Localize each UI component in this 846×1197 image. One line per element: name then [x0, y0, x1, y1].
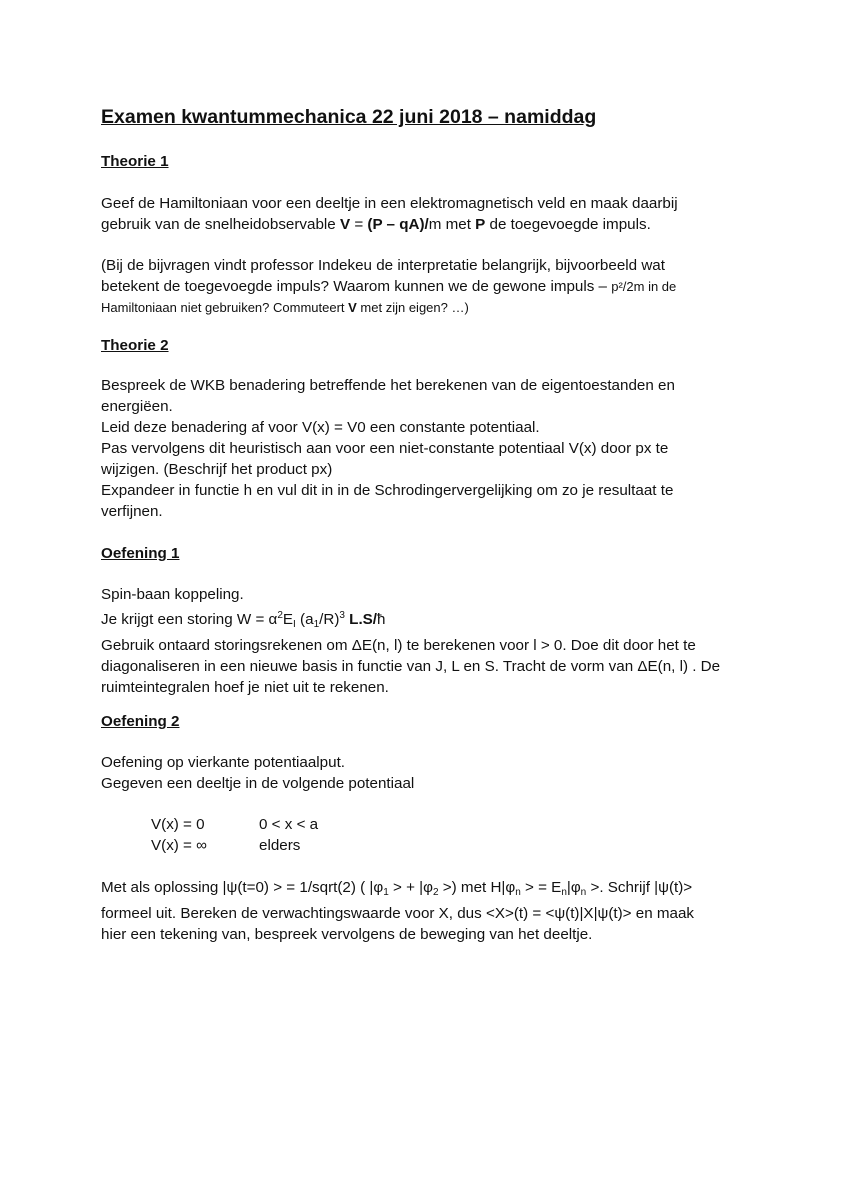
potential-domain: 0 < x < a: [259, 816, 319, 833]
subscript: n: [580, 887, 587, 898]
text-line: ruimteintegralen hoef je niet uit te rekenen.: [101, 679, 389, 696]
text-run: > + |φ: [388, 879, 433, 896]
heading-theorie-1: Theorie 1: [101, 153, 169, 170]
text-line: Leid deze benadering af voor V(x) = V0 een constante potentiaal.: [101, 419, 540, 436]
velocity-symbol: V: [339, 216, 351, 233]
theorie-1-paragraph-2: [101, 255, 751, 318]
subscript: 2: [432, 887, 439, 898]
text-run: m met: [428, 216, 476, 233]
text-line: formeel uit. Bereken de verwachtingswaarde voor X, dus <X>(t) = <ψ(t)|X|ψ(t)> en maak: [101, 905, 695, 922]
velocity-expression: (P – qA)/: [367, 216, 429, 233]
text-line: Expandeer in functie h en vul dit in in de Schrodingervergelijking om zo je resultaat te: [101, 482, 674, 499]
text-line: verfijnen.: [101, 503, 163, 520]
text-line: (Bij de bijvragen vindt professor Indekeu de interpretatie belangrijk, bijvoorbeeld wat: [101, 257, 665, 274]
text-run: Hamiltoniaan niet gebruiken? Commuteert: [101, 300, 349, 315]
velocity-symbol: V: [348, 300, 357, 315]
spin-orbit-operator: L.S/: [349, 611, 378, 628]
text-line: [101, 214, 751, 235]
oefening-1-paragraph: [101, 584, 751, 698]
potential-domain: elders: [259, 837, 301, 854]
potential-value: V(x) = ∞: [151, 837, 207, 854]
text-run: >. Schrijf |ψ(t)>: [586, 879, 693, 896]
text-line: hier een tekening van, bespreek vervolgens de beweging van het deeltje.: [101, 926, 593, 943]
text-run: Met als oplossing |ψ(t=0) > = 1/sqrt(2) ( |φ: [101, 879, 384, 896]
text-line: [101, 297, 751, 318]
text-run: Je krijgt een storing W = α: [101, 611, 278, 628]
heading-oefening-2: Oefening 2: [101, 713, 180, 730]
text-line: [101, 877, 751, 903]
subscript: 1: [313, 619, 320, 630]
text-run: de toegevoegde impuls.: [485, 216, 651, 233]
oefening-2-intro: [101, 752, 751, 794]
text-run: (a: [295, 611, 314, 628]
text-line: diagonaliseren in een nieuwe basis in functie van J, L en S. Tracht de vorm van ΔE(n, l) . De: [101, 658, 721, 675]
momentum-symbol: P: [475, 216, 486, 233]
potential-row: [151, 835, 801, 856]
text-line: Gegeven een deeltje in de volgende potentiaal: [101, 775, 415, 792]
subscript: n: [515, 887, 521, 898]
text-run: =: [350, 216, 368, 233]
heading-oefening-1: Oefening 1: [101, 545, 180, 562]
text-run: |φ: [566, 879, 581, 896]
potential-row: [151, 814, 801, 835]
text-line: Oefening op vierkante potentiaalput.: [101, 754, 346, 771]
text-run: /R): [319, 611, 340, 628]
text-run: >) met H|φ: [438, 879, 516, 896]
text-line: [101, 276, 751, 297]
text-line: Spin-baan koppeling.: [101, 586, 244, 603]
theorie-1-paragraph-1: [101, 193, 751, 235]
text-run: E: [282, 611, 294, 628]
text-line: Gebruik ontaard storingsrekenen om ΔE(n, l) te berekenen voor l > 0. Doe dit door het te: [101, 637, 696, 654]
superscript: 3: [339, 610, 345, 621]
subscript: I: [293, 619, 296, 630]
text-run: gebruik van de snelheidobservable: [101, 216, 340, 233]
text-run: p²/2m in de: [611, 279, 677, 294]
text-run: > = E: [520, 879, 562, 896]
text-line: energiëen.: [101, 398, 173, 415]
document-title: Examen kwantummechanica 22 juni 2018 – namiddag: [101, 106, 597, 128]
text-run: met zijn eigen? …): [356, 300, 469, 315]
hbar-symbol: ħ: [377, 611, 386, 628]
text-line: Bespreek de WKB benadering betreffende het berekenen van de eigentoestanden en: [101, 377, 675, 394]
text-run: betekent de toegevoegde impuls? Waarom kunnen we de gewone impuls –: [101, 278, 612, 295]
text-line: Pas vervolgens dit heuristisch aan voor een niet-constante potentiaal V(x) door px te: [101, 440, 669, 457]
text-line: Geef de Hamiltoniaan voor een deeltje in een elektromagnetisch veld en maak daarbij: [101, 195, 678, 212]
subscript: 1: [383, 887, 389, 898]
oefening-2-paragraph: [101, 877, 751, 945]
subscript: n: [561, 887, 567, 898]
potential-value: V(x) = 0: [151, 816, 205, 833]
theorie-2-paragraph: [101, 375, 751, 522]
text-line: wijzigen. (Beschrijf het product px): [101, 461, 333, 478]
superscript: 2: [277, 610, 283, 621]
potential-definition: [151, 814, 801, 856]
heading-theorie-2: Theorie 2: [101, 337, 169, 354]
text-line: [101, 605, 751, 635]
